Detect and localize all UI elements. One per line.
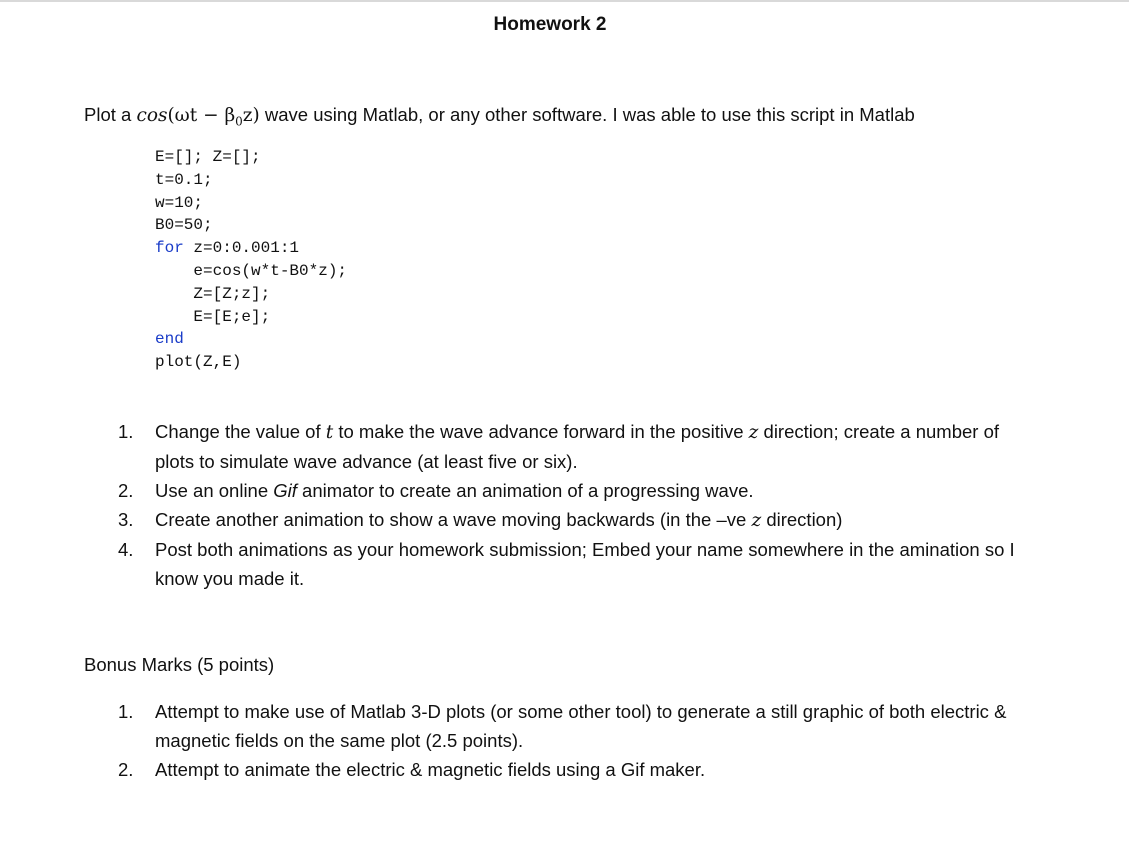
code-line: w=10; [155,193,204,212]
code-keyword: end [155,330,184,349]
code-line: B0=50; [155,216,213,235]
list-number: 2. [118,480,134,501]
code-line: t=0.1; [155,170,213,189]
math-subscript: 0 [235,114,243,129]
bonus-task-text: Attempt to animate the electric & magnetic fields using a Gif maker. [155,759,706,780]
task-text: direction) [761,509,843,530]
top-border [0,0,1129,2]
math-argument: (ωt − β [167,105,236,126]
math-t: t [325,422,334,443]
code-line: plot(Z,E) [155,353,242,372]
intro-text-after: wave using Matlab, or any other software. I was able to use this script in Matlab [259,104,915,125]
math-z: z [751,510,762,531]
task-text: direction; create a number of plots to simulate wave advance (at least five or six). [155,421,1000,472]
list-number: 4. [118,539,134,560]
task-text: Change the value of [155,421,326,442]
list-item [118,535,1025,593]
intro-text-before: Plot a [84,104,137,125]
list-item [118,476,1025,505]
bonus-task-text: Attempt to make use of Matlab 3-D plots (or some other tool) to generate a still graphic of both electric & magnetic fields on the same plot (2.5 points). [155,701,1007,751]
code-keyword: for [155,239,184,258]
task-text: Use an online [155,480,274,501]
intro-paragraph [84,104,915,129]
task-text: animator to create an animation of a progressing wave. [296,480,754,501]
bonus-task-list [118,697,1055,784]
matlab-code-block [155,146,347,374]
code-line: e=cos(w*t-B0*z); [155,261,348,280]
task-text: to make the wave advance forward in the positive [333,421,749,442]
math-z: z [748,422,759,443]
page-title: Homework 2 [493,14,607,35]
list-item [118,505,1025,535]
bonus-heading: Bonus Marks (5 points) [84,654,275,675]
code-line-end [155,328,347,351]
task-text: Create another animation to show a wave moving backwards (in the –ve [155,509,752,530]
code-line: E=[]; Z=[]; [155,148,261,166]
intro-math [136,105,260,129]
code-line: Z=[Z;z]; [155,284,271,303]
list-number: 1. [118,421,134,442]
list-item [118,697,1055,755]
code-line: E=[E;e]; [155,307,271,326]
task-text: Post both animations as your homework submission; Embed your name somewhere in the amination so I know you made it. [155,539,1015,589]
list-number: 2. [118,759,134,780]
task-list [118,417,1025,593]
gif-word: Gif [273,480,297,501]
math-close: z) [242,105,260,126]
list-item [118,417,1025,476]
list-number: 3. [118,509,134,530]
list-number: 1. [118,701,134,722]
math-cos: cos [136,105,168,126]
list-item [118,755,1055,784]
code-line-for: for z=0:0.001:1 [155,239,300,258]
